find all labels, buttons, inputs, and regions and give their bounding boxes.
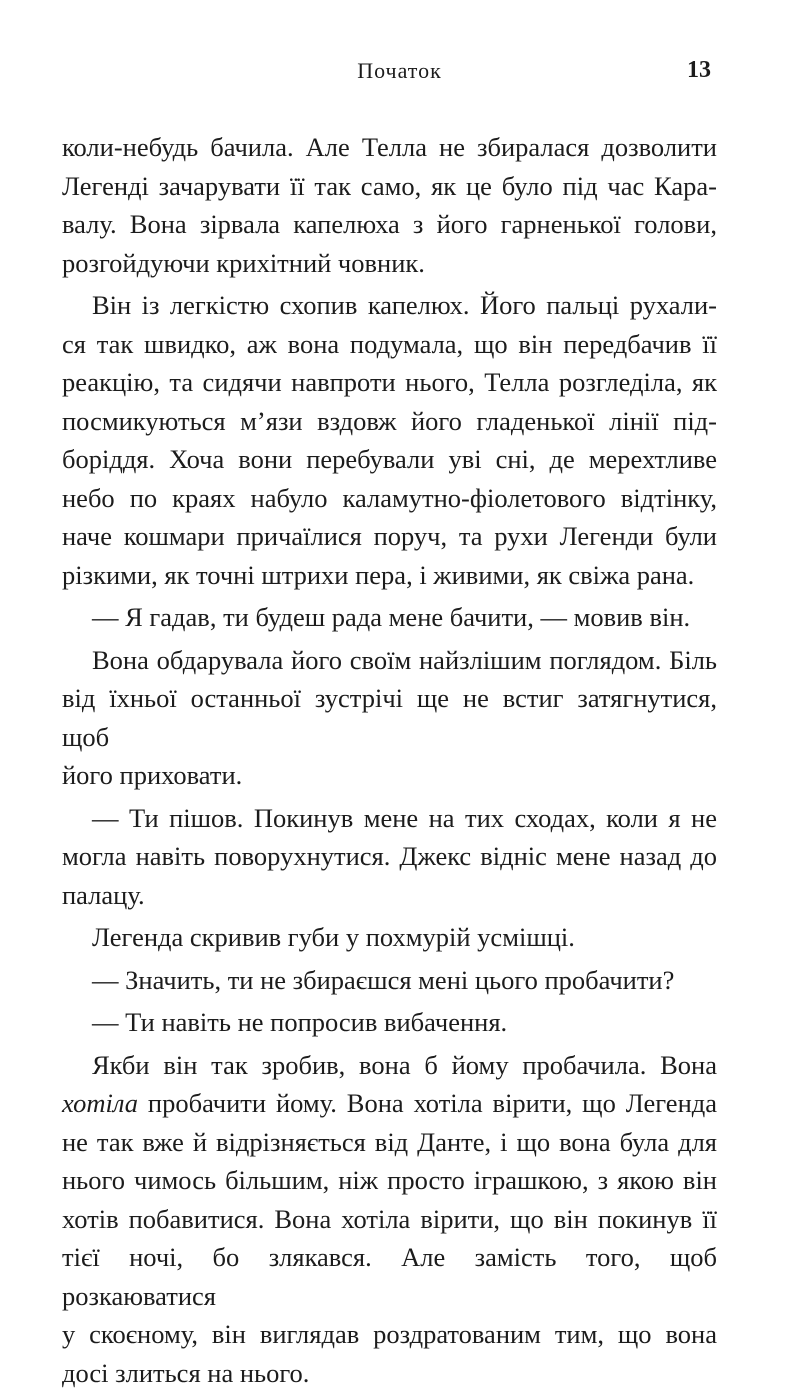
text-line: — Ти пішов. Покинув мене на тих сходах, коли я не xyxy=(92,802,717,833)
text-line: посмикуються м’язи вздовж його гладенької лінії під- xyxy=(62,405,717,436)
text-line: небо по краях набуло каламутно-фіолетового відтінку, xyxy=(62,482,717,513)
text-line: різкими, як точні штрихи пера, і живими, як свіжа рана. xyxy=(62,559,695,590)
paragraph xyxy=(62,961,717,1000)
text-line: — Я гадав, ти будеш рада мене бачити, — мовив він. xyxy=(92,602,691,632)
text-line: не так вже й відрізняється від Данте, і що вона була для xyxy=(62,1126,717,1157)
paragraph xyxy=(62,598,717,637)
text-line: розгойдуючи крихітний човник. xyxy=(62,247,425,278)
paragraph xyxy=(62,1003,717,1042)
text-line: його приховати. xyxy=(62,760,243,790)
page-number: 13 xyxy=(687,57,711,83)
text-line: реакцію, та сидячи навпроти нього, Телла розгледіла, як xyxy=(62,367,717,397)
paragraph xyxy=(62,799,717,915)
paragraph xyxy=(62,641,717,795)
text-line: досі злиться на нього. xyxy=(62,1357,310,1388)
text-line: у скоєному, він виглядав роздратованим тим, що вона xyxy=(62,1319,717,1349)
text-line: нього чимось більшим, ніж просто іграшкою, з якою він xyxy=(62,1165,717,1195)
body-text xyxy=(62,128,717,1396)
text-line: могла навіть поворухнутися. Джекс відніс мене назад до xyxy=(62,841,717,871)
text-line: тієї ночі, бо злякався. Але замість того, щоб розкаюватися xyxy=(62,1242,717,1311)
emphasized-word: хотіла xyxy=(62,1088,138,1118)
text-line: хотіла пробачити йому. Вона хотіла вірити, що Легенда xyxy=(62,1088,717,1118)
text-line: — Ти навіть не попросив вибачення. xyxy=(92,1007,508,1037)
text-line: Якби він так зробив, вона б йому пробачила. Вона xyxy=(92,1049,717,1080)
paragraph xyxy=(62,1046,717,1393)
text-line: — Значить, ти не збираєшся мені цього пробачити? xyxy=(92,964,675,995)
text-line: коли-небудь бачила. Але Телла не збиралася дозволити xyxy=(62,132,717,162)
text-line: палацу. xyxy=(62,879,145,910)
running-title: Початок xyxy=(357,58,442,83)
text-line: Вона обдарувала його своїм найзлішим поглядом. Біль xyxy=(92,644,717,675)
paragraph xyxy=(62,918,717,957)
text-line: Він із легкістю схопив капелюх. Його пальці рухали- xyxy=(92,290,717,320)
text-line: ся так швидко, аж вона подумала, що він передбачив її xyxy=(62,328,717,359)
text-line: від їхньої останньої зустрічі ще не встиг затягнутися, щоб xyxy=(62,683,717,752)
text-line: хотів побавитися. Вона хотіла вірити, що він покинув її xyxy=(62,1203,717,1234)
text-line: Легенді зачарувати її так само, як це було під час Кара- xyxy=(62,170,717,201)
paragraph xyxy=(62,286,717,594)
running-header xyxy=(0,58,799,92)
text-line: наче кошмари причаїлися поруч, та рухи Легенди були xyxy=(62,521,717,551)
text-line: валу. Вона зірвала капелюха з його гарненької голови, xyxy=(62,209,717,239)
text-line: Легенда скривив губи у похмурій усмішці. xyxy=(92,922,575,952)
paragraph xyxy=(62,128,717,282)
text-line: боріддя. Хоча вони перебували уві сні, де мерехтливе xyxy=(62,444,717,474)
